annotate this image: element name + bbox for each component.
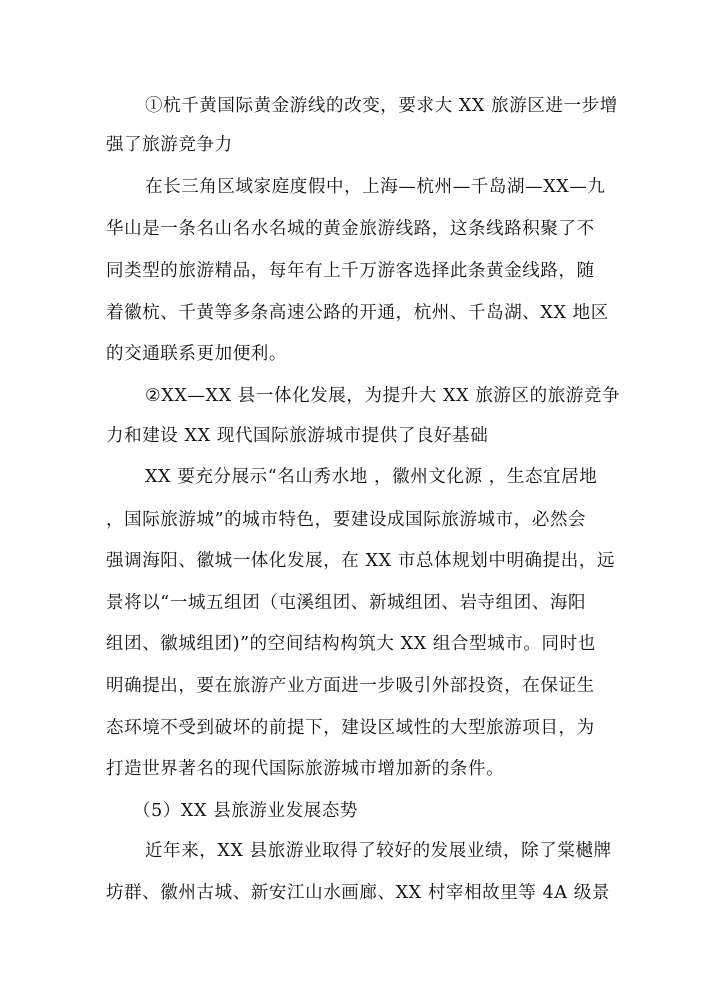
heading-1-line-1: ①杭千黄国际黄金游线的改变，要求大 XX 旅游区进一步增 xyxy=(145,96,618,116)
body-1-line-5: 的交通联系更加便利。 xyxy=(106,344,287,364)
heading-2-line-2: 力和建设 XX 现代国际旅游城市提供了良好基础 xyxy=(106,426,489,446)
body-3-line-2: 坊群、徽州古城、新安江山水画廊、XX 村宰相故里等 4A 级景 xyxy=(106,883,610,903)
body-1-line-3: 同类型的旅游精品，每年有上千万游客选择此条黄金线路，随 xyxy=(106,261,595,281)
body-2-line-5: 组团、徽城组团)”的空间结构构筑大 XX 组合型城市。同时也 xyxy=(106,634,596,654)
body-2-line-4: 景将以“一城五组团（屯溪组团、新城组团、岩寺组团、海阳 xyxy=(106,593,587,613)
heading-1-line-2: 强了旅游竞争力 xyxy=(106,135,233,155)
heading-2-line-1: ②XX—XX 县一体化发展，为提升大 XX 旅游区的旅游竞争 xyxy=(145,386,621,406)
body-2-line-7: 态环境不受到破坏的前提下，建设区域性的大型旅游项目，为 xyxy=(106,718,595,738)
body-2-line-8: 打造世界著名的现代国际旅游城市增加新的条件。 xyxy=(106,759,505,779)
body-2-line-6: 明确提出，要在旅游产业方面进一步吸引外部投资，在保证生 xyxy=(106,676,595,696)
body-1-line-1: 在长三角区域家庭度假中，上海—杭州—千岛湖—XX—九 xyxy=(145,177,606,197)
body-1-line-4: 着徽杭、千黄等多条高速公路的开通，杭州、千岛湖、XX 地区 xyxy=(106,303,609,323)
body-2-line-2: ，国际旅游城”的城市特色，要建设成国际旅游城市，必然会 xyxy=(106,510,587,530)
body-3-line-1: 近年来，XX 县旅游业取得了较好的发展业绩，除了棠樾牌 xyxy=(145,841,612,861)
body-2-line-3: 强调海阳、徽城一体化发展，在 XX 市总体规划中明确提出，远 xyxy=(106,551,616,571)
body-1-line-2: 华山是一条名山名水名城的黄金旅游线路，这条线路积聚了不 xyxy=(106,219,595,239)
body-2-line-1: XX 要充分展示“名山秀水地 ，徽州文化源 ，生态宜居地 xyxy=(145,467,598,487)
heading-3-line-1: （5）XX 县旅游业发展态势 xyxy=(133,801,359,821)
